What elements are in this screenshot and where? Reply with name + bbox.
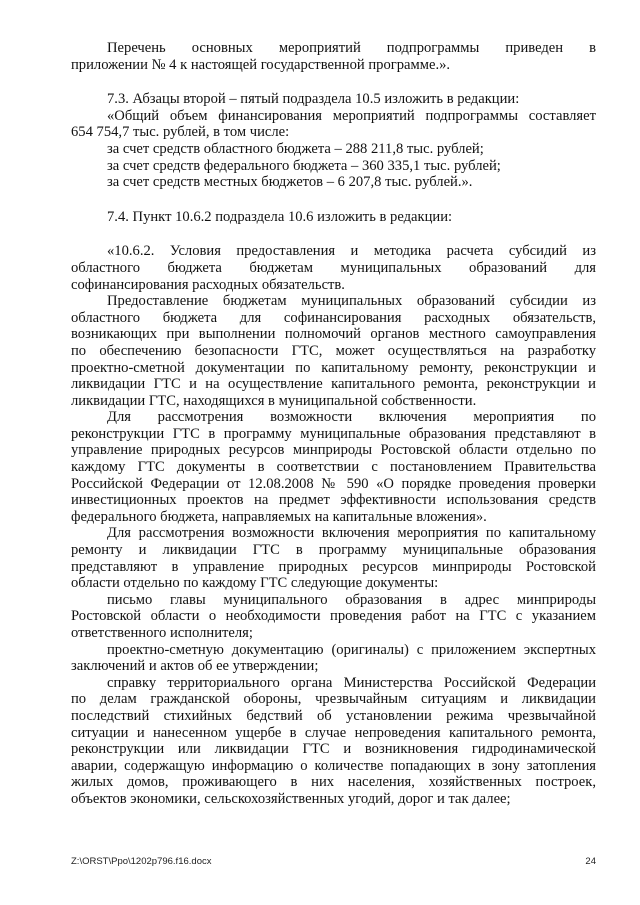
text-line: «Общий объем финансирования мероприятий подпрограммы составляет	[107, 107, 596, 124]
text-line: проектно-сметную документацию (оригиналы) с приложением экспертных	[107, 641, 596, 658]
text-line: каждому ГТС документы в соответствии с постановлением Правительства	[71, 459, 596, 476]
text-line: последствий стихийных бедствий об установлении режима чрезвычайной	[71, 707, 596, 724]
text-line: Ростовской области о необходимости проведения работ на ГТС с указанием	[71, 608, 596, 625]
text-line: аварии, содержащую информацию о количестве попадающих в зону затопления	[71, 757, 596, 774]
text-line: 654 754,7 тыс. рублей, в том числе:	[71, 124, 290, 141]
paragraph-certificate	[71, 675, 596, 808]
paragraph-design-docs	[71, 642, 596, 675]
text-line: заключений и актов об ее утверждении;	[71, 658, 319, 675]
text-line: справку территориального органа Министерства Российской Федерации	[107, 674, 596, 691]
page-number: 24	[585, 856, 596, 867]
text-line: софинансирования расходных обязательств.	[71, 276, 345, 293]
text-line: возникающих при выполнении полномочий органов местного самоуправления	[71, 326, 596, 343]
text-line: представляют в управление природных ресурсов минприроды Ростовской	[71, 558, 596, 575]
text-line: ответственного исполнителя;	[71, 625, 253, 641]
text-line: областного бюджета для софинансирования расходных обязательств,	[71, 309, 596, 326]
text-line: реконструкции или ликвидации ГТС и возникновения гидродинамической	[71, 741, 596, 758]
text-line: за счет средств областного бюджета – 288 211,8 тыс. рублей;	[107, 140, 484, 157]
text-line: «10.6.2. Условия предоставления и методика расчета субсидий из	[107, 243, 596, 260]
text-line: приложении № 4 к настоящей государственной программе.».	[71, 56, 451, 73]
text-line: объектов экономики, сельскохозяйственных угодий, дорог и так далее;	[71, 790, 511, 807]
paragraph-7-3	[71, 91, 596, 191]
text-line: области отдельно по каждому ГТС следующие документы:	[71, 575, 439, 592]
paragraph-10-6-2-heading	[71, 243, 596, 293]
paragraph-subsidy-provision	[71, 293, 596, 409]
text-line: за счет средств федерального бюджета – 360 335,1 тыс. рублей;	[107, 157, 501, 174]
text-line: ликвидации ГТС, находящихся в муниципальной собственности.	[71, 392, 477, 409]
text-line: за счет средств местных бюджетов – 6 207,8 тыс. рублей.».	[107, 174, 473, 191]
paragraph-list-reference	[71, 40, 596, 73]
text-line: Предоставление бюджетам муниципальных образований субсидии из	[107, 293, 596, 310]
text-line: ликвидации ГТС и на осуществление капитального ремонта, реконструкции и	[71, 376, 596, 393]
text-line: областного бюджета бюджетам муниципальных образований для	[71, 259, 596, 276]
page-footer	[71, 854, 596, 871]
text-line: Для рассмотрения возможности включения мероприятия по	[107, 409, 596, 426]
text-line: письмо главы муниципального образования в адрес минприроды	[107, 591, 596, 608]
text-line: Для рассмотрения возможности включения мероприятия по капитальному	[107, 525, 596, 542]
text-line: Перечень основных мероприятий подпрограммы приведен в	[107, 40, 596, 56]
text-line: по делам гражданской обороны, чрезвычайным ситуациям и ликвидации	[71, 691, 596, 708]
paragraph-7-4	[71, 209, 596, 226]
text-line: жилых домов, проживающего в них населения, хозяйственных построек,	[71, 774, 596, 791]
file-path: Z:\ORST\Ppo\1202p796.f16.docx	[71, 856, 212, 867]
text-line: реконструкции ГТС в программу муниципальные образования представляют в	[71, 425, 596, 442]
paragraph-reconstruction	[71, 409, 596, 525]
text-line: 7.4. Пункт 10.6.2 подраздела 10.6 изложить в редакции:	[107, 208, 453, 225]
text-line: федерального бюджета, направляемых на капитальные вложения».	[71, 508, 487, 525]
paragraph-letter	[71, 592, 596, 642]
text-line: проектно-сметной документации по капитальному ремонту, реконструкции и	[71, 359, 596, 376]
text-line: ремонту и ликвидации ГТС в программу муниципальные образования	[71, 542, 596, 559]
text-line: Российской Федерации от 12.08.2008 № 590 «О порядке проведения проверки	[71, 475, 596, 492]
text-line: по обеспечению безопасности ГТС, может осуществляться на разработку	[71, 342, 596, 359]
text-line: управление природных ресурсов минприроды Ростовской области отдельно по	[71, 442, 596, 459]
document-body	[71, 40, 596, 808]
text-line: 7.3. Абзацы второй – пятый подраздела 10.5 изложить в редакции:	[107, 91, 520, 108]
paragraph-capital-repair	[71, 525, 596, 591]
text-line: ситуации и нанесенном ущербе в случае непроведения капитального ремонта,	[71, 724, 596, 741]
text-line: инвестиционных проектов на предмет эффективности использования средств	[71, 492, 596, 509]
